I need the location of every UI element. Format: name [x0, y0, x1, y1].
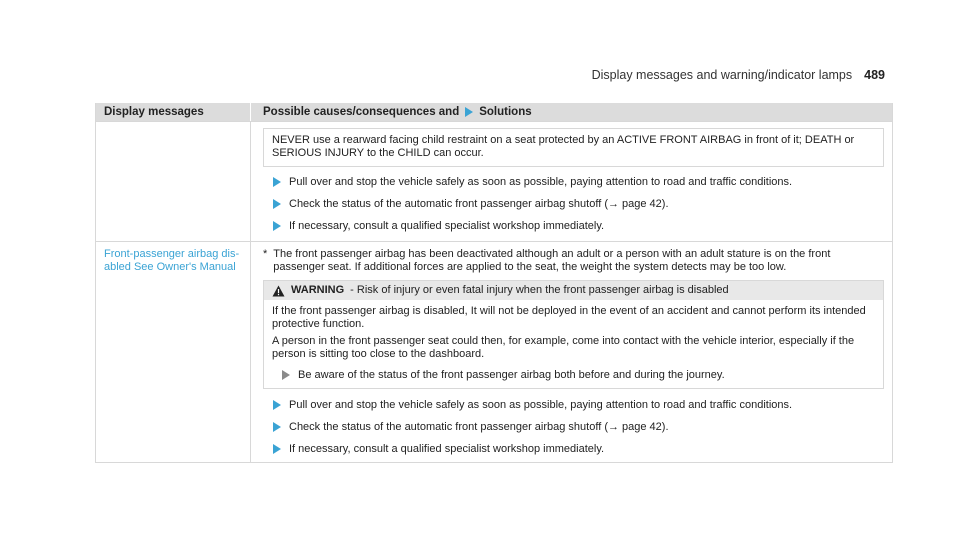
- list-item: Pull over and stop the vehicle safely as soon as possible, paying attention to road and traffic conditions.: [263, 399, 884, 412]
- message-cell-empty: [96, 122, 251, 241]
- note-text: The front passenger airbag has been deactivated although an adult or a person with an adult stature is on the front passenger seat. If additional forces are applied to the seat, the weight the system detects may be too low.: [273, 248, 831, 273]
- warning-title: - Risk of injury or even fatal injury when the front passenger airbag is disabled: [350, 284, 729, 296]
- warning-paragraph: A person in the front passenger seat could then, for example, come into contact with the vehicle interior, especially if the person is sitting too close to the dashboard.: [272, 335, 855, 360]
- warning-box: [263, 280, 884, 389]
- list-item: Be aware of the status of the front passenger airbag both before and during the journey.: [272, 369, 875, 382]
- warning-continuation-text: NEVER use a rearward facing child restraint on a seat protected by an ACTIVE FRONT AIRBAG in front of it; DEATH or SERIOUS INJURY to the CHILD can occur.: [272, 134, 855, 159]
- warning-label: WARNING: [291, 284, 345, 296]
- arrow-right-icon: [273, 199, 281, 209]
- list-item: Pull over and stop the vehicle safely as soon as possible, paying attention to road and traffic conditions.: [263, 176, 884, 189]
- col-header-causes-label: Possible causes/consequences and: [263, 106, 460, 118]
- list-item: Check the status of the automatic front passenger airbag shutoff (→ page 42).: [263, 421, 884, 434]
- warning-paragraph: If the front passenger airbag is disabled, It will not be deployed in the event of an accident and cannot perform its intended protective function.: [272, 305, 866, 330]
- table-row: [96, 241, 892, 462]
- warning-continuation-box: [263, 128, 884, 167]
- arrow-right-icon: [282, 370, 290, 380]
- col-header-solutions-label: Solutions: [479, 106, 532, 118]
- page-title: Display messages and warning/indicator lamps: [591, 68, 853, 82]
- page-number: 489: [864, 68, 885, 82]
- causes-cell: [251, 242, 892, 462]
- note: [263, 248, 884, 274]
- arrow-right-icon: [273, 444, 281, 454]
- table-row: [96, 121, 892, 241]
- col-header-causes: [251, 106, 532, 118]
- list-item: Check the status of the automatic front passenger airbag shutoff (→ page 42).: [263, 198, 884, 211]
- col-header-messages: Display messages: [96, 103, 251, 121]
- list-item: If necessary, consult a qualified specialist workshop immediately.: [263, 443, 884, 456]
- arrow-right-icon: [273, 400, 281, 410]
- warning-header: [264, 281, 883, 300]
- table-header: [96, 103, 892, 121]
- list-item: If necessary, consult a qualified specialist workshop immediately.: [263, 220, 884, 233]
- messages-table: [95, 103, 893, 463]
- arrow-right-icon: [465, 107, 473, 117]
- display-message: Front-passenger airbag dis-abled See Owner's Manual: [96, 242, 251, 462]
- arrow-right-icon: [273, 177, 281, 187]
- page-header: [592, 68, 885, 82]
- note-marker: *: [263, 248, 268, 260]
- arrow-right-icon: [273, 422, 281, 432]
- warning-triangle-icon: [272, 285, 285, 297]
- arrow-right-icon: [273, 221, 281, 231]
- causes-cell: [251, 122, 892, 241]
